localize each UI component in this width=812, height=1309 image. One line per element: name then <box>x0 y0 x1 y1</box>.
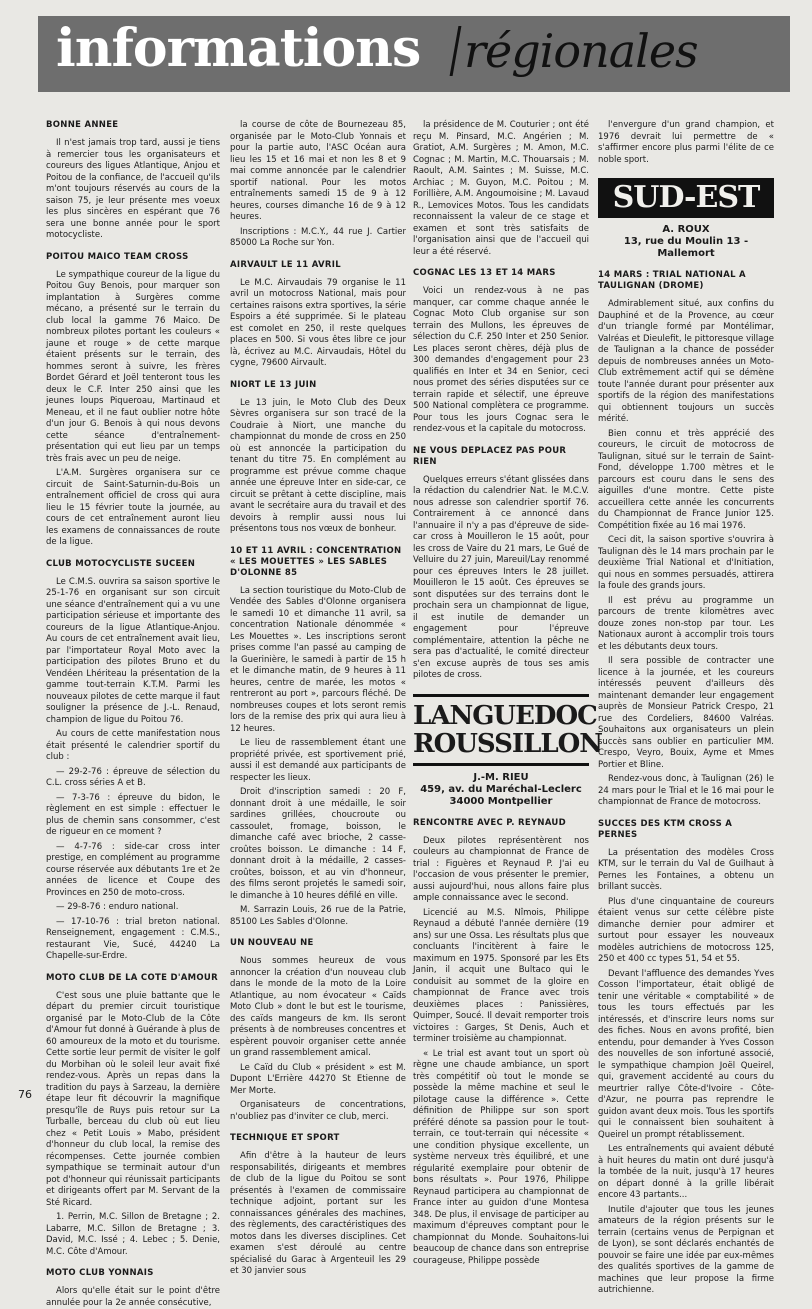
column-1 <box>46 120 220 1308</box>
region-header <box>598 178 774 260</box>
section-banner <box>38 16 790 92</box>
article-paragraph: Organisateurs de concentrations, n'oubliez pas d'inviter ce club, merci. <box>230 1100 406 1122</box>
article-paragraph: Bien connu et très apprécié des coureurs, le circuit de motocross de Taulignan, situé sur le terrain de Saint-Fond, développe 1.700 mètres et le parcours est couru dans le sens des aiguilles d'une montre. Cette piste accueillera cette année les concurrents du Championnat de France Junior 125. Compétition fixée au 16 mai 1976. <box>598 428 774 531</box>
article-paragraph: Il n'est jamais trop tard, aussi je tiens à remercier tous les organisateurs et coureurs des ligues Atlantique, Anjou et Poitou de la confiance, de l'accueil qu'ils m'ont toujours réservés au cours de la saison 75, je leur présente mes voeux les plus sincères en espérant que 76 sera une bonne année pour le sport motocycliste. <box>46 138 220 240</box>
article-paragraph: Licencié au M.S. Nîmois, Philippe Reynaud a débuté l'année dernière (19 ans) sur une Ossa. Les résultats plus que concluants l'incitèrent à faire le maximum en 1975. Sponsoré par les Ets Janin, il acquit une Bultaco qui le conduisit au sommet de la gloire en championnat de France avec trois deuxièmes places : Panissières, Quimper, Soucé. Il devait remporter trois victoires : Garges, St Denis, Auch et terminer troisième au championnat. <box>413 907 589 1044</box>
article-paragraph: — 7-3-76 : épreuve du bidon, le règlement en est simple : effectuer le plus de chemin sans consommer, c'est de rigueur en ce moment ? <box>46 792 220 837</box>
article-heading: MOTO CLUB YONNAIS <box>46 1268 154 1278</box>
article-paragraph: Ceci dit, la saison sportive s'ouvrira à Taulignan dès le 14 mars prochain par le deuxième Trial National et d'Initiation, qui nous en sommes persuadés, attirera la foule des grands jours. <box>598 535 774 591</box>
article-paragraph: Devant l'affluence des demandes Yves Cosson l'importateur, était obligé de tenir une véritable « comptabilité » de tous les tours effectués par les intéressés, et d'inscrire leurs noms sur des fiches. Nous en avons profité, bien entendu, pour demander à Yves Cosson des nouvelles de son infortuné associé, le sympathique champion Joël Queirel, qui, gravement accidenté au cours du meurtrier rallye Côte-d'Ivoire - Côte-d'Azur, ne pourra pas reprendre le guidon avant deux mois. Tous les sportifs qui le connaissent bien souhaitent à Queirel un prompt rétablissement. <box>598 968 774 1140</box>
article-paragraph: — 29-2-76 : épreuve de sélection du C.L. cross séries A et B. <box>46 766 220 788</box>
article-paragraph: Le sympathique coureur de la ligue du Poitou Guy Benois, pour marquer son implantation à Surgères comme mécano, a présenté sur le terrain du club local la gamme 76 Maico. De nombreux pilotes portant les couleurs « jaune et rouge » de cette marque étaient présents sur le terrain, des hommes seront à suivre, les frères Bordet Gérard et Joël tenteront tous les deux le C.F. Inter 250 ainsi que les jeunes loups Piqueroau, Martinaud et Meneau, et il ne faut oublier notre hôte d'un jour G. Benois à qui nous devons cette séance d'entraînement-présentation qui eut lieu par un temps très frais avec un peu de neige. <box>46 269 220 464</box>
article-paragraph: L'A.M. Surgères organisera sur ce circuit de Saint-Saturnin-du-Bois un entraînement officiel de cross qui aura lieu le 15 février toute la journée, au cours de cet entraînement auront lieu les examens de connaissances de route de la ligue. <box>46 468 220 547</box>
article-heading: 10 ET 11 AVRIL : CONCENTRATION « LES MOUETTES » LES SABLES D'OLONNE 85 <box>230 545 402 578</box>
page-number: 76 <box>18 1088 32 1101</box>
region-header <box>413 694 603 808</box>
correspondent-address: 459, av. du Maréchal-Leclerc 34000 Montpellier <box>420 783 582 807</box>
article-paragraph: Le C.M.S. ouvrira sa saison sportive le 25-1-76 en organisant sur son circuit une séance d'entraînement qui a vu une participation sérieuse et importante des coureurs de la ligue Atlantique-Anjou. Au cours de cet entraînement avait lieu, par l'importateur Royal Moto avec la participation des pilotes Bruno et du Vendéen Lhériteau la présentation de la gamme tout-terrain K.T.M. Parmi les nouveaux pilotes de cette marque il faut souligner la présence de J.-L. Renaud, champion de ligue du Poitou 76. <box>46 576 220 725</box>
banner-slash <box>450 26 462 76</box>
article-paragraph: Les entraînements qui avaient débuté à huit heures du matin ont duré jusqu'à la tombée de la nuit, jusqu'à 17 heures on départ donné à la grille libérait encore 43 partants... <box>598 1144 774 1200</box>
column-4 <box>598 120 774 1295</box>
article-paragraph: Nous sommes heureux de vous annoncer la création d'un nouveau club dans le monde de la moto de la Loire Atlantique, au nom évocateur « Caïds Moto Club » dont le but est le tourisme, des caïds mangeurs de km. Ils seront présents à de nombreuses concentres et espèrent pouvoir organiser cette année un grand rassemblement amical. <box>230 956 406 1058</box>
article-paragraph: La section touristique du Moto-Club de Vendée des Sables d'Olonne organisera le samedi 10 et dimanche 11 avril, sa concentration Nationale dénommée « Les Mouettes ». Les inscriptions seront prises comme l'an passé au camping de la Guerinière, le samedi à partir de 15 h et le dimanche matin, de 9 heures à 11 heures, centre de marée, les motos « rentreront au port », parcours fléché. De nombreuses coupes et lots seront remis lors de la remise des prix qui aura lieu à 12 heures. <box>230 585 406 734</box>
banner-title-informations: informations <box>56 18 421 79</box>
article-paragraph: Afin d'être à la hauteur de leurs responsabilités, dirigeants et membres de club de la ligue du Poitou se sont présentés à l'examen de commissaire technique adjoint, portant sur les connaissances générales des machines, des règlements, des caractéristiques des motos dans les diverses disciplines. Cet examen s'est déroulé au centre spécialisé du Garac à Argenteuil les 29 et 30 janvier sous <box>230 1151 406 1276</box>
article-paragraph: la présidence de M. Couturier ; ont été reçu M. Pinsard, M.C. Angérien ; M. Gratiot, A.M. Surgères ; M. Amon, M.C. Cognac ; M. Martin, M.C. Thouarsais ; M. Raoult, A.M. Saintes ; M. Suisse, M.C. Archiac ; M. Guyon, M.C. Poitou ; M. Forillière, A.M. Angoumoisine ; M. Lavaud R., Lemovices Motos. Tous les candidats reconnaissent la valeur de ce stage et examen et sont très satisfaits de l'organisation ainsi que de l'accueil qui leur a été réservé. <box>413 120 589 257</box>
article-paragraph: M. Sarrazin Louis, 26 rue de la Patrie, 85100 Les Sables d'Olonne. <box>230 905 406 927</box>
article-heading: CLUB MOTOCYCLISTE SUCEEN <box>46 558 196 569</box>
article-heading: NIORT LE 13 JUIN <box>230 379 317 390</box>
region-title: SUD-EST <box>598 178 774 218</box>
column-2 <box>230 120 406 1276</box>
article-paragraph: Le 13 juin, le Moto Club des Deux Sèvres organisera sur son tracé de la Coudraie à Niort, une manche du championnat du monde de cross en 250 où est annoncée la participation du tenant du titre 75. En complément au programme est prévue comme chaque année une épreuve Inter en side-car, ce circuit se prêtant à cette discipline, mais avant le secrétaire aura du travail et des devoirs à remplir aussi nous lui présentons tous nos vœux de bonheur. <box>230 397 406 534</box>
article-paragraph: Il sera possible de contracter une licence à la journée, et les coureurs intéressés peuvent d'ailleurs dès maintenant demander leur engagement auprès de Monsieur Patrick Crespo, 21 rue des Cordeliers, 84600 Valréas. Souhaitons aux organisateurs un plein succès sans oublier en particulier MM. Crespo, Veyro, Bouix, Ayme et Mmes Portier et Bline. <box>598 656 774 770</box>
region-title: LANGUEDOC ROUSSILLON <box>413 694 589 766</box>
article-paragraph: Admirablement situé, aux confins du Dauphiné et de la Provence, au cœur d'un triangle formé par Montélimar, Valréas et Dieulefit, le pittoresque village de Taulignan a la chance de posséder depuis de nombreuses années un Moto-Club extrêmement actif qui se démène toute l'année durant pour présenter aux sportifs de la région des manifestations qui obtiennent toujours un succès mérité. <box>598 299 774 424</box>
article-paragraph: Quelques erreurs s'étant glissées dans la rédaction du calendrier Nat. le M.C.V. nous adresse son calendrier sportif 76. Contrairement à ce annoncé dans l'annuaire il n'y a pas d'épreuve de side-car cross à Mouilleron le 15 août, pour les cross de Vaire du 21 mars, Le Gué de Velluire du 27 juin, Mareuil/Lay renommé pour ces épreuves Inters le 28 juillet. Mouilleron le 15 août. Ces épreuves se sont disputées sur des terrains dont le prochain sera un championnat de ligue, il est inutile de demander un engagement pour l'épreuve complémentaire, attention la pêche ne sera pas d'actualité, le comité directeur s'en excuse auprès de tous ses amis pilotes de cross. <box>413 474 589 680</box>
article-heading: BONNE ANNEE <box>46 120 119 130</box>
article-heading: POITOU MAICO TEAM CROSS <box>46 251 189 262</box>
article-paragraph: Le M.C. Airvaudais 79 organise le 11 avril un motocross National, mais pour certaines raisons extra sportives, la série Espoirs a été supprimée. Si le plateau est comolet en 250, il reste quelques places en 500. Si vous êtes libre ce jour là, écrivez au M.C. Airvaudais, Hôtel du cygne, 79600 Airvault. <box>230 277 406 368</box>
article-paragraph: Alors qu'elle était sur le point d'être annulée pour la 2e année consécutive, <box>46 1286 220 1308</box>
correspondent-name: J.-M. RIEU <box>473 771 529 783</box>
article-paragraph: La présentation des modèles Cross KTM, sur le terrain du Val de Guilhaut à Pernes les Fontaines, a obtenu un brillant succès. <box>598 847 774 892</box>
article-paragraph: 1. Perrin, M.C. Sillon de Bretagne ; 2. Labarre, M.C. Sillon de Bretagne ; 3. David, M.C. Issé ; 4. Lebec ; 5. Denie, M.C. Côte d'Amour. <box>46 1212 220 1257</box>
article-paragraph: l'envergure d'un grand champion, et 1976 devrait lui permettre de « s'affirmer encore plus parmi l'élite de ce noble sport. <box>598 120 774 165</box>
article-paragraph: Le Caïd du Club « président » est M. Dupont L'Errière 44270 St Etienne de Mer Morte. <box>230 1062 406 1096</box>
article-heading: AIRVAULT LE 11 AVRIL <box>230 259 341 270</box>
correspondent-name: A. ROUX <box>662 224 710 235</box>
correspondent-address: 13, rue du Moulin 13 - Mallemort <box>623 236 749 259</box>
article-paragraph: Droit d'inscription samedi : 20 F, donnant droit à une médaille, le soir sardines grillées, choucroute ou cassoulet, fromage, boisson, le dimanche café avec brioche, 2 casse-croûtes boisson. Le dimanche : 14 F, donnant droit à la médaille, 2 casses-croûtes, boisson, et au vin d'honneur, des films seront projetés le samedi soir, le dimanche à 10 heures défilé en ville. <box>230 787 406 901</box>
article-heading: UN NOUVEAU NE <box>230 938 314 948</box>
article-paragraph: Rendez-vous donc, à Taulignan (26) le 24 mars pour le Trial et le 16 mai pour le championnat de France de motocross. <box>598 774 774 807</box>
column-3 <box>413 120 603 1266</box>
article-paragraph: C'est sous une pluie battante que le départ du premier circuit touristique organisé par le Moto-Club de la Côte d'Amour fut donné à Guérande à plus de 60 amoureux de la moto et du tourisme. Cette sortie leur permit de visiter le golf du Morbihan où le soleil leur avait fixé rendez-vous. Après un repas dans la tradition du pays à Sarzeau, la dernière étape leur fit découvrir la magnifique presqu'île de Ruys puis retour sur La Turballe, berceau du club où eut lieu chez « Petit Louis » Mabo, président d'honneur du club local, la remise des récompenses. Cette journée combien sympathique se terminait autour d'un pot d'honneur qui réunissait participants et dirigeants offert par M. Servant de la Sté Ricard. <box>46 990 220 1208</box>
banner-title-regionales: régionales <box>464 24 698 78</box>
article-paragraph: Deux pilotes représentèrent nos couleurs au championnat de France de trial : Figuères et Reynaud P. J'ai eu l'occasion de vous présenter le premier, aussi aujourd'hui, nous allons faire plus ample connaissance avec le second. <box>413 835 589 903</box>
article-heading: RENCONTRE AVEC P. REYNAUD <box>413 817 566 828</box>
article-paragraph: — 29-8-76 : enduro national. <box>56 902 179 912</box>
article-paragraph: Au cours de cette manifestation nous était présenté le calendrier sportif du club : <box>46 729 220 762</box>
article-heading: COGNAC LES 13 ET 14 MARS <box>413 268 556 278</box>
article-paragraph: Il est prévu au programme un parcours de trente kilomètres avec douze zones non-stop par tour. Les Nationaux auront à accomplir trois tours et les débutants deux tours. <box>598 595 774 652</box>
article-paragraph: — 17-10-76 : trial breton national. Renseignement, engagement : C.M.S., restaurant Vie, Sucé, 44240 La Chapelle-sur-Erdre. <box>46 916 220 961</box>
article-paragraph: la course de côte de Bournezeau 85, organisée par le Moto-Club Yonnais et pour la partie auto, l'ASC Océan aura lieu les 15 et 16 mai et non les 8 et 9 mai comme annoncée par le calendrier sportif national. Pour les motos entraînements samedi 15 de 9 à 12 heures, courses dimanche 16 de 9 à 12 heures. <box>230 120 406 222</box>
article-paragraph: Voici un rendez-vous à ne pas manquer, car comme chaque année le Cognac Moto Club organise sur son terrain des Mullons, les épreuves de sélection du C.F. 250 Inter et 250 Senior. Les places seront chères, déjà plus de 300 demandes d'engagement pour 23 qualifiés en Inter et 34 en Senior, ceci nous promet des séries disputées sur ce terrain rapide et sélectif, une épreuve 500 National complètera ce programme. Pour tous les jours Cognac sera le rendez-vous et la capitale du motocross. <box>413 286 589 434</box>
article-paragraph: Inutile d'ajouter que tous les jeunes amateurs de la région présents sur le terrain (certains venus de Perpignan et de Lyon), se sont déclarés enchantés de pouvoir se faire une idée par eux-mêmes des qualités sportives de la gamme de machines que leur propose la firme autrichienne. <box>598 1204 774 1295</box>
article-paragraph: Plus d'une cinquantaine de coureurs étaient venus sur cette célèbre piste dimanche dernier pour admirer et surtout pour essayer les nouveaux modèles autrichiens de motocross 125, 250 et 400 cc types 51, 54 et 55. <box>598 896 774 964</box>
article-paragraph: — 4-7-76 : side-car cross inter prestige, en complément au programme course réservée aux débutants 1re et 2e années de licence et Coupe des Provinces en 250 de moto-cross. <box>46 841 220 898</box>
article-heading: TECHNIQUE ET SPORT <box>230 1133 340 1143</box>
article-heading: NE VOUS DEPLACEZ PAS POUR RIEN <box>413 445 567 467</box>
article-heading: MOTO CLUB DE LA COTE D'AMOUR <box>46 972 218 983</box>
article-paragraph: « Le trial est avant tout un sport où règne une chaude ambiance, un sport très compétitif où tout le monde se possède la même machine et seul le pilotage cause la différence ». Cette définition de Philippe sur son sport préféré dénote sa passion pour le tout-terrain, ce tout-terrain qui nécessite « une condition physique excellente, un système nerveux très équilibré, et une régularité exemplaire pour obtenir de bons résultats ». Pour 1976, Philippe Reynaud participera au championnat de France inter au guidon d'une Montesa 348. De plus, il envisage de participer au maximum d'épreuves comptant pour le championnat du Monde. Souhaitons-lui beaucoup de chance dans son entreprise courageuse, Philippe possède <box>413 1048 589 1266</box>
article-paragraph: Inscriptions : M.C.Y., 44 rue J. Cartier 85000 La Roche sur Yon. <box>230 226 406 248</box>
article-heading: SUCCES DES KTM CROSS A PERNES <box>598 818 733 840</box>
article-paragraph: Le lieu de rassemblement étant une propriété privée, est sportivement prié, aussi il est demandé aux participants de respecter les lieux. <box>230 738 406 783</box>
article-heading: 14 MARS : TRIAL NATIONAL A TAULIGNAN (DROME) <box>598 270 746 291</box>
